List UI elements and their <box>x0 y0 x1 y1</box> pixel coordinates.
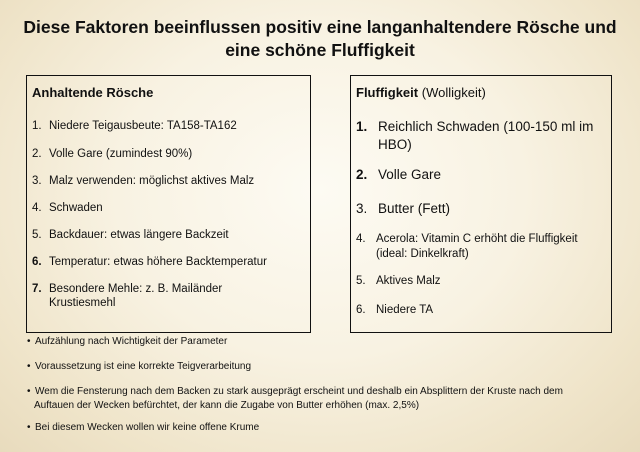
item-number: 4. <box>32 202 42 214</box>
note-text: Wem die Fensterung nach dem Backen zu stark ausgeprägt erscheint und deshalb ein Absplittern der Kruste nach dem <box>35 386 563 397</box>
item-text: Schwaden <box>49 202 103 214</box>
item-number: 2. <box>356 167 368 182</box>
list-item <box>356 118 596 154</box>
note-text: Voraussetzung ist eine korrekte Teigverarbeitung <box>35 361 252 372</box>
fluffigkeit-heading-main: Fluffigkeit <box>356 85 419 100</box>
item-number: 1. <box>356 119 368 134</box>
roesche-box <box>26 75 311 333</box>
roesche-heading: Anhaltende Rösche <box>32 85 154 100</box>
fluffigkeit-box <box>350 75 612 333</box>
item-text: Besondere Mehle: z. B. Mailänder Krustiesmehl <box>49 283 223 309</box>
bullet-icon: • <box>27 361 31 372</box>
item-number: 1. <box>32 120 42 132</box>
item-text: Acerola: Vitamin C erhöht die Fluffigkeit (ideal: Dinkelkraft) <box>376 233 578 260</box>
note-text: Bei diesem Wecken wollen wir keine offene Krume <box>35 422 260 433</box>
list-item <box>32 119 302 133</box>
item-number: 3. <box>32 175 42 187</box>
note-text-continued: Auftauen der Wecken befürchtet, der kann die Zugabe von Butter erhöhen (max. 2,5%) <box>34 400 420 411</box>
list-item <box>32 228 302 242</box>
item-text: Niedere Teigausbeute: TA158-TA162 <box>49 120 237 132</box>
item-number: 6. <box>356 304 366 316</box>
note-4 <box>27 421 617 435</box>
bullet-icon: • <box>27 336 31 347</box>
item-text: Aktives Malz <box>376 275 441 287</box>
note-text: Aufzählung nach Wichtigkeit der Parameter <box>35 336 228 347</box>
item-number: 3. <box>356 201 368 216</box>
list-item <box>356 200 606 218</box>
item-text: Volle Gare (zumindest 90%) <box>49 148 193 160</box>
note-1 <box>27 335 617 349</box>
fluffigkeit-heading-sub: (Wolligkeit) <box>421 85 486 100</box>
title-line-1: Diese Faktoren beeinflussen positiv eine langanhaltendere Rösche und <box>23 17 617 37</box>
list-item <box>32 147 302 161</box>
list-item <box>32 282 250 310</box>
item-text: Temperatur: etwas höhere Backtemperatur <box>49 256 267 268</box>
list-item <box>356 232 606 262</box>
note-2 <box>27 360 617 374</box>
list-item <box>356 303 606 318</box>
fluffigkeit-heading <box>356 85 486 100</box>
item-text: Butter (Fett) <box>378 201 451 216</box>
note-3 <box>27 385 617 413</box>
item-number: 7. <box>32 283 42 295</box>
list-item <box>356 166 606 184</box>
item-text: Malz verwenden: möglichst aktives Malz <box>49 175 255 187</box>
item-number: 5. <box>356 275 366 287</box>
list-item <box>32 255 302 269</box>
title-line-2: eine schöne Fluffigkeit <box>225 40 415 60</box>
item-number: 6. <box>32 256 42 268</box>
item-text: Backdauer: etwas längere Backzeit <box>49 229 229 241</box>
list-item <box>32 201 302 215</box>
bullet-icon: • <box>27 386 31 397</box>
item-text: Niedere TA <box>376 304 434 316</box>
item-number: 5. <box>32 229 42 241</box>
item-text: Volle Gare <box>378 167 442 182</box>
item-number: 2. <box>32 148 42 160</box>
item-number: 4. <box>356 233 366 245</box>
list-item <box>356 274 606 289</box>
bullet-icon: • <box>27 422 31 433</box>
list-item <box>32 174 302 188</box>
slide-title <box>0 16 640 62</box>
item-text: Reichlich Schwaden (100-150 ml im HBO) <box>378 119 594 152</box>
